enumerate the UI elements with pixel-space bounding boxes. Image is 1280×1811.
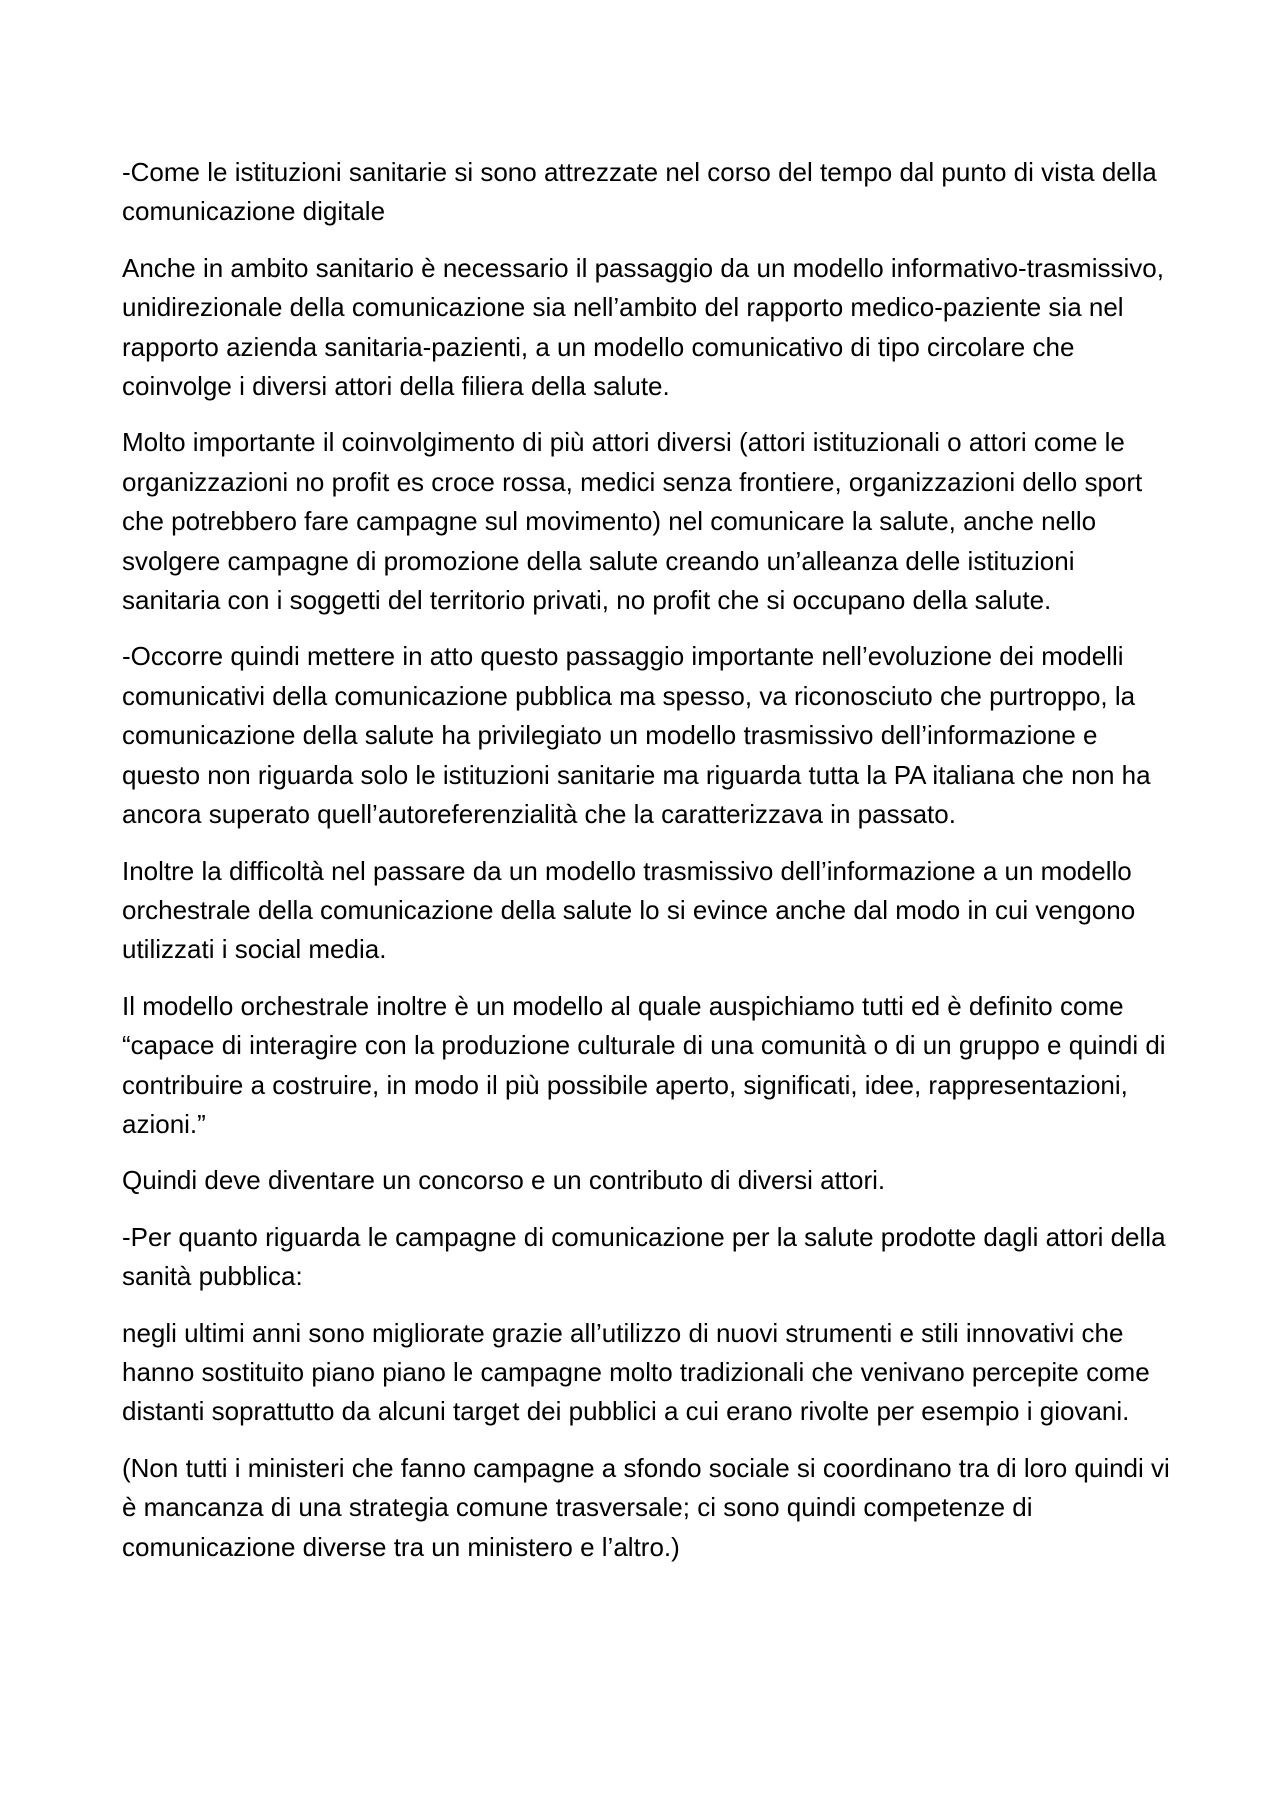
- paragraph-4: -Occorre quindi mettere in atto questo passaggio importante nell’evoluzione dei modelli comunicativi della comunicazione pubblica ma spesso, va riconosciuto che purtroppo, la comunicazione della salute ha privilegiato un modello trasmissivo dell’informazione e questo non riguarda solo le istituzioni sanitarie ma riguarda tutta la PA italiana che non ha ancora superato quell’autoreferenzialità che la caratterizzava in passato.: [122, 641, 1151, 830]
- paragraph-3: Molto importante il coinvolgimento di più attori diversi (attori istituzionali o attori come le organizzazioni no profit es croce rossa, medici senza frontiere, organizzazioni dello sport che potrebbero fare campagne sul movimento) nel comunicare la salute, anche nello svolgere campagne di promozione della salute creando un’alleanza delle istituzioni sanitaria con i soggetti del territorio privati, no profit che si occupano della salute.: [122, 427, 1143, 616]
- paragraph-10: (Non tutti i ministeri che fanno campagne a sfondo sociale si coordinano tra di loro quindi vi è mancanza di una strategia comune trasversale; ci sono quindi competenze di comunicazione diverse tra un ministero e l’altro.): [122, 1452, 1170, 1562]
- paragraph-2: Anche in ambito sanitario è necessario il passaggio da un modello informativo-trasmissivo, unidirezionale della comunicazione sia nell’ambito del rapporto medico-paziente sia nel rapporto azienda sanitaria-pazienti, a un modello comunicativo di tipo circolare che coinvolge i diversi attori della filiera della salute.: [122, 252, 1164, 402]
- paragraph-6: Il modello orchestrale inoltre è un modello al quale auspichiamo tutti ed è definito come “capace di interagire con la produzione culturale di una comunità o di un gruppo e quindi di contribuire a costruire, in modo il più possibile aperto, significati, idee, rappresentazioni, azioni.”: [122, 990, 1166, 1139]
- paragraph-5: Inoltre la difficoltà nel passare da un modello trasmissivo dell’informazione a un modello orchestrale della comunicazione della salute lo si evince anche dal modo in cui vengono utilizzati i social media.: [122, 855, 1136, 965]
- paragraph-7: Quindi deve diventare un concorso e un contributo di diversi attori.: [122, 1165, 886, 1196]
- document-body: [122, 153, 1174, 1584]
- paragraph-1: -Come le istituzioni sanitarie si sono attrezzate nel corso del tempo dal punto di vista della comunicazione digitale: [122, 157, 1157, 227]
- paragraph-9: negli ultimi anni sono migliorate grazie all’utilizzo di nuovi strumenti e stili innovativi che hanno sostituito piano piano le campagne molto tradizionali che venivano percepite come distanti soprattutto da alcuni target dei pubblici a cui erano rivolte per esempio i giovani.: [122, 1317, 1150, 1427]
- paragraph-8: -Per quanto riguarda le campagne di comunicazione per la salute prodotte dagli attori della sanità pubblica:: [122, 1221, 1166, 1292]
